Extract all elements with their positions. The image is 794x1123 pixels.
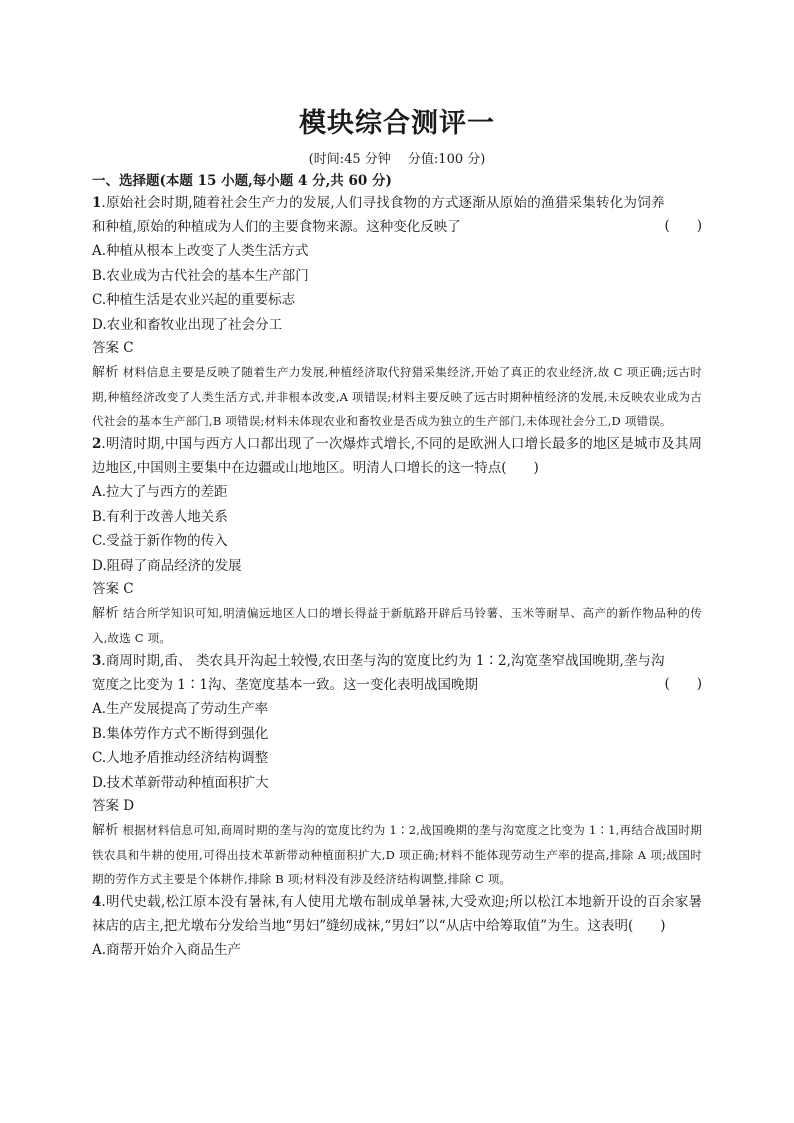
content [92,170,702,963]
analysis-label: 解析 [92,823,119,838]
analysis-label: 解析 [92,606,119,621]
question-3 [92,650,702,697]
option: D.阻碍了商品经济的发展 [92,557,242,574]
question-text: .原始社会时期,随着社会生产力的发展,人们寻找食物的方式逐渐从原始的渔猎采集转化为饲养和种植,原始的种植成为人们的主要食物来源。这种变化反映了 [92,195,665,235]
answer-blank: ( ) [664,676,702,692]
question-2 [92,433,702,480]
question-number: 4 [92,894,102,910]
question-number: 2 [92,436,102,452]
option: C.种植生活是农业兴起的重要标志 [92,292,296,308]
question-text: .明清时期,中国与西方人口都出现了一次爆炸式增长,不同的是欧洲人口增长最多的地区是城市及其周边地区,中国则主要集中在边疆或山地地区。明清人口增长的这一特点( ) [92,436,702,476]
analysis-text: 结合所学知识可知,明清偏远地区人口的增长得益于新航路开辟后马铃薯、玉米等耐旱、高产的新作物品种的传入,故选 C 项。 [92,606,702,645]
question-number: 3 [92,653,102,669]
analysis-label: 解析 [92,365,119,380]
option: C.人地矛盾推动经济结构调整 [92,750,269,766]
question-text: .明代史载,松江原本没有暑袜,有人使用尤墩布制成单暑袜,大受欢迎;所以松江本地新开设的百余家暑袜店的店主,把尤墩布分发给当地“男妇”缝纫成袜,“男妇”以“从店中给筹取值”为生。这表明( ) [92,894,702,934]
question-1 [92,192,702,239]
option: B.集体劳作方式不断得到强化 [92,725,269,742]
option: D.技术革新带动种植面积扩大 [92,774,269,791]
question-4 [92,891,702,938]
analysis-text: 材料信息主要是反映了随着生产力发展,种植经济取代狩猎采集经济,开始了真正的农业经济,故 C 项正确;远古时期,种植经济改变了人类生活方式,并非根本改变,A 项错误;材料主要反映了远古时期种植经济的发展,未反映农业成为古代社会的基本生产部门,B 项错误;材料未体现农业和畜牧业是否成为独立的生产部门,未体现社会分工,D 项错误。 [92,365,702,428]
question-text: .商周时期,臿、 类农具开沟起土较慢,农田垄与沟的宽度比约为 1∶2,沟宽垄窄战国晚期,垄与沟宽度之比变为 1∶1沟、垄宽度基本一致。这一变化表明战国晚期 [92,653,665,693]
section-heading: 一、选择题(本题 15 小题,每小题 4 分,共 60 分) [92,173,392,189]
page-title: 模块综合测评一 [299,108,495,139]
analysis [92,818,702,891]
option: A.种植从根本上改变了人类生活方式 [92,243,309,259]
answer-blank: ( ) [664,218,702,234]
answer: 答案 D [92,798,135,814]
exam-info: (时间:45 分钟 分值:100 分) [308,152,486,167]
answer: 答案 C [92,581,134,597]
option: B.农业成为古代社会的基本生产部门 [92,267,309,284]
option: B.有利于改善人地关系 [92,508,228,525]
option: A.商帮开始介入商品生产 [92,942,242,958]
answer: 答案 C [92,340,134,356]
analysis [92,601,702,650]
option: C.受益于新作物的传入 [92,533,228,549]
analysis [92,360,702,433]
option: D.农业和畜牧业出现了社会分工 [92,316,283,333]
option: A.生产发展提高了劳动生产率 [92,701,269,717]
question-number: 1 [92,195,102,211]
analysis-text: 根据材料信息可知,商周时期的垄与沟的宽度比约为 1∶2,战国晚期的垄与沟宽度之比变为 1∶1,再结合战国时期铁农具和牛耕的使用,可得出技术革新带动种植面积扩大,D 项正确;材料不能体现劳动生产率的提高,排除 A 项;战国时期的劳作方式主要是个体耕作,排除 B 项;材料没有涉及经济结构调整,排除 C 项。 [92,823,702,886]
option: A.拉大了与西方的差距 [92,484,228,500]
